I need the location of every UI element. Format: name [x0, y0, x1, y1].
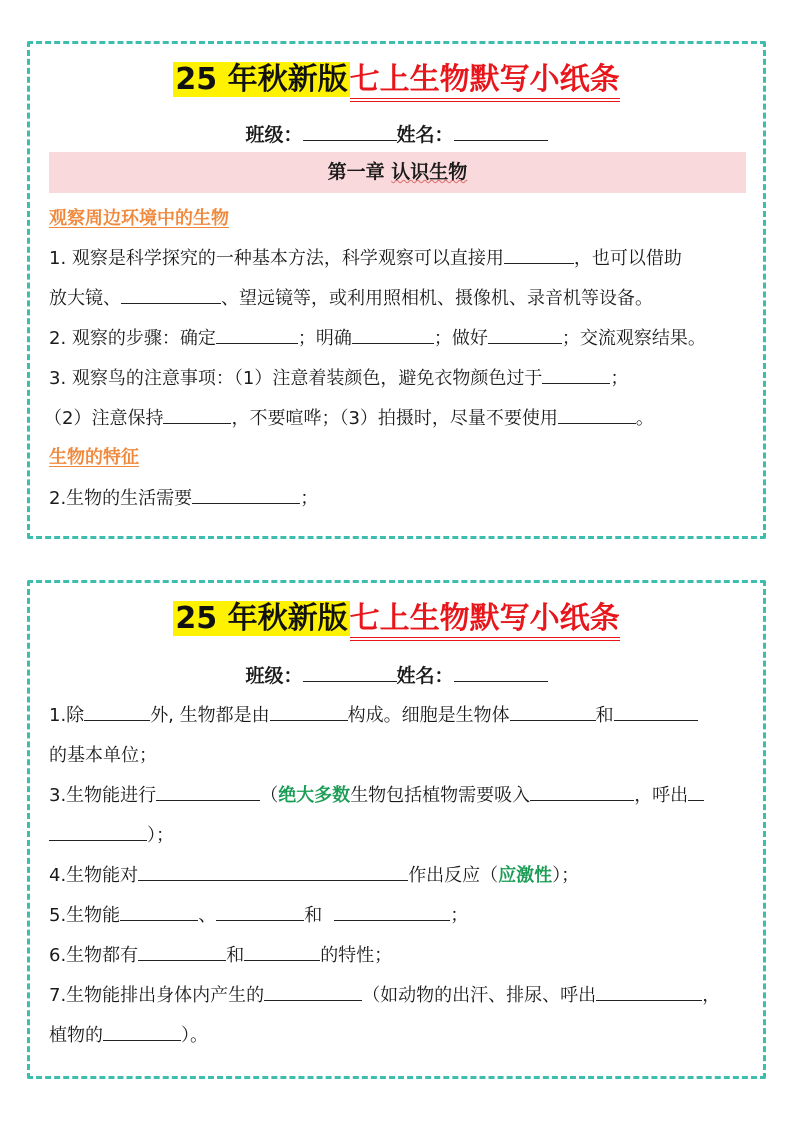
answer-blank[interactable]	[192, 502, 300, 504]
question-text: 3.生物能进行	[49, 785, 157, 806]
section-heading-observe: 观察周边环境中的生物	[49, 208, 229, 229]
name-label: 姓名：	[396, 665, 454, 687]
class-label: 班级：	[245, 665, 303, 687]
answer-blank[interactable]	[138, 879, 408, 881]
question-text: 和	[595, 705, 614, 726]
class-blank[interactable]	[303, 680, 397, 682]
question-text: 植物的	[49, 1025, 103, 1046]
question-text: （如动物的出汗、排尿、呼出	[362, 985, 597, 1006]
card-title	[30, 597, 763, 641]
dictation-card-2	[27, 580, 766, 1079]
question-text: 1.除	[49, 705, 85, 726]
question-text: ，	[702, 985, 721, 1006]
answer-blank[interactable]	[216, 919, 304, 921]
title-highlight: 25 年秋新版	[175, 601, 348, 636]
chapter-number: 第一章	[327, 161, 392, 183]
question-line	[49, 324, 706, 350]
class-blank[interactable]	[303, 139, 397, 141]
class-label: 班级：	[245, 124, 303, 146]
question-text: ；	[450, 905, 469, 926]
title-highlight: 25 年秋新版	[175, 62, 348, 97]
question-text: ；明确	[297, 328, 352, 349]
answer-blank[interactable]	[138, 959, 226, 961]
question-text: ；交流观察结果。	[561, 328, 706, 349]
question-text: ，呼出	[634, 785, 689, 806]
answer-blank[interactable]	[103, 1039, 181, 1041]
question-text: ；	[610, 368, 629, 389]
answer-blank[interactable]	[596, 999, 702, 1001]
answer-blank[interactable]	[163, 422, 231, 424]
question-line	[49, 981, 720, 1007]
question-line	[49, 364, 628, 390]
question-line	[49, 941, 392, 967]
question-text: ）；	[147, 825, 174, 846]
chapter-banner	[49, 152, 746, 193]
title-main: 七上生物默写小纸条	[350, 601, 620, 641]
question-text: 1. 观察是科学探究的一种基本方法，科学观察可以直接用	[49, 248, 504, 269]
question-line: 的基本单位；	[49, 745, 157, 766]
answer-blank[interactable]	[334, 919, 450, 921]
question-line	[49, 284, 653, 310]
question-text: ，不要喧哗；（3）拍摄时，尽量不要使用	[231, 408, 558, 429]
question-text: 生物包括植物需要吸入	[350, 785, 531, 806]
question-line	[49, 901, 468, 927]
answer-blank[interactable]	[688, 799, 704, 801]
question-text: 5.生物能	[49, 905, 121, 926]
question-text: （	[260, 785, 279, 806]
card-title	[30, 58, 763, 102]
question-line	[44, 404, 654, 430]
question-line	[49, 1021, 208, 1047]
name-blank[interactable]	[454, 139, 548, 141]
name-label: 姓名：	[396, 124, 454, 146]
highlight-text: 应激性	[498, 865, 553, 886]
answer-blank[interactable]	[120, 919, 198, 921]
question-text: 放大镜、	[49, 288, 121, 309]
answer-blank[interactable]	[614, 719, 698, 721]
section-heading-characteristics: 生物的特征	[49, 447, 139, 468]
question-text: ，也可以借助	[573, 248, 682, 269]
answer-blank[interactable]	[542, 382, 610, 384]
answer-blank[interactable]	[121, 302, 221, 304]
answer-blank[interactable]	[84, 719, 150, 721]
answer-blank[interactable]	[510, 719, 596, 721]
question-text: （2）注意保持	[44, 408, 164, 429]
title-main: 七上生物默写小纸条	[350, 62, 620, 102]
class-name-row	[30, 120, 763, 147]
question-text: 和	[226, 945, 245, 966]
answer-blank[interactable]	[216, 342, 298, 344]
question-text: 2. 观察的步骤：确定	[49, 328, 216, 349]
question-text: 、望远镜等，或利用照相机、摄像机、录音机等设备。	[221, 288, 653, 309]
answer-blank[interactable]	[264, 999, 362, 1001]
question-text: 外, 生物都是由	[150, 705, 270, 726]
question-text: 2.生物的生活需要	[49, 488, 193, 509]
answer-blank[interactable]	[244, 959, 320, 961]
answer-blank[interactable]	[49, 839, 147, 841]
question-text: 6.生物都有	[49, 945, 139, 966]
question-text: 7.生物能排出身体内产生的	[49, 985, 265, 1006]
question-text: 3. 观察鸟的注意事项：（1）注意着装颜色，避免衣物颜色过于	[49, 368, 543, 389]
class-name-row	[30, 661, 763, 688]
question-text: ）；	[552, 865, 580, 886]
question-line	[49, 821, 174, 847]
dictation-card-1	[27, 41, 766, 539]
answer-blank[interactable]	[156, 799, 260, 801]
highlight-text: 绝大多数	[278, 785, 351, 806]
question-text: 。	[635, 408, 654, 429]
question-text: 和	[304, 905, 323, 926]
answer-blank[interactable]	[530, 799, 634, 801]
question-text: 4.生物能对	[49, 865, 139, 886]
question-text: ）。	[181, 1025, 208, 1046]
answer-blank[interactable]	[488, 342, 562, 344]
question-text: 、	[198, 905, 217, 926]
question-text: ；做好	[433, 328, 488, 349]
question-line	[49, 244, 682, 270]
question-line	[49, 701, 698, 727]
question-line	[49, 484, 318, 510]
answer-blank[interactable]	[504, 262, 574, 264]
question-text: 构成。细胞是生物体	[347, 705, 510, 726]
question-text: 作出反应（	[408, 865, 499, 886]
answer-blank[interactable]	[352, 342, 434, 344]
chapter-title: 认识生物	[391, 161, 468, 183]
question-text: 的特性；	[320, 945, 393, 966]
answer-blank[interactable]	[558, 422, 636, 424]
question-line	[49, 861, 579, 887]
answer-blank[interactable]	[270, 719, 348, 721]
question-text: ；	[300, 488, 319, 509]
question-line	[49, 781, 704, 807]
name-blank[interactable]	[454, 680, 548, 682]
